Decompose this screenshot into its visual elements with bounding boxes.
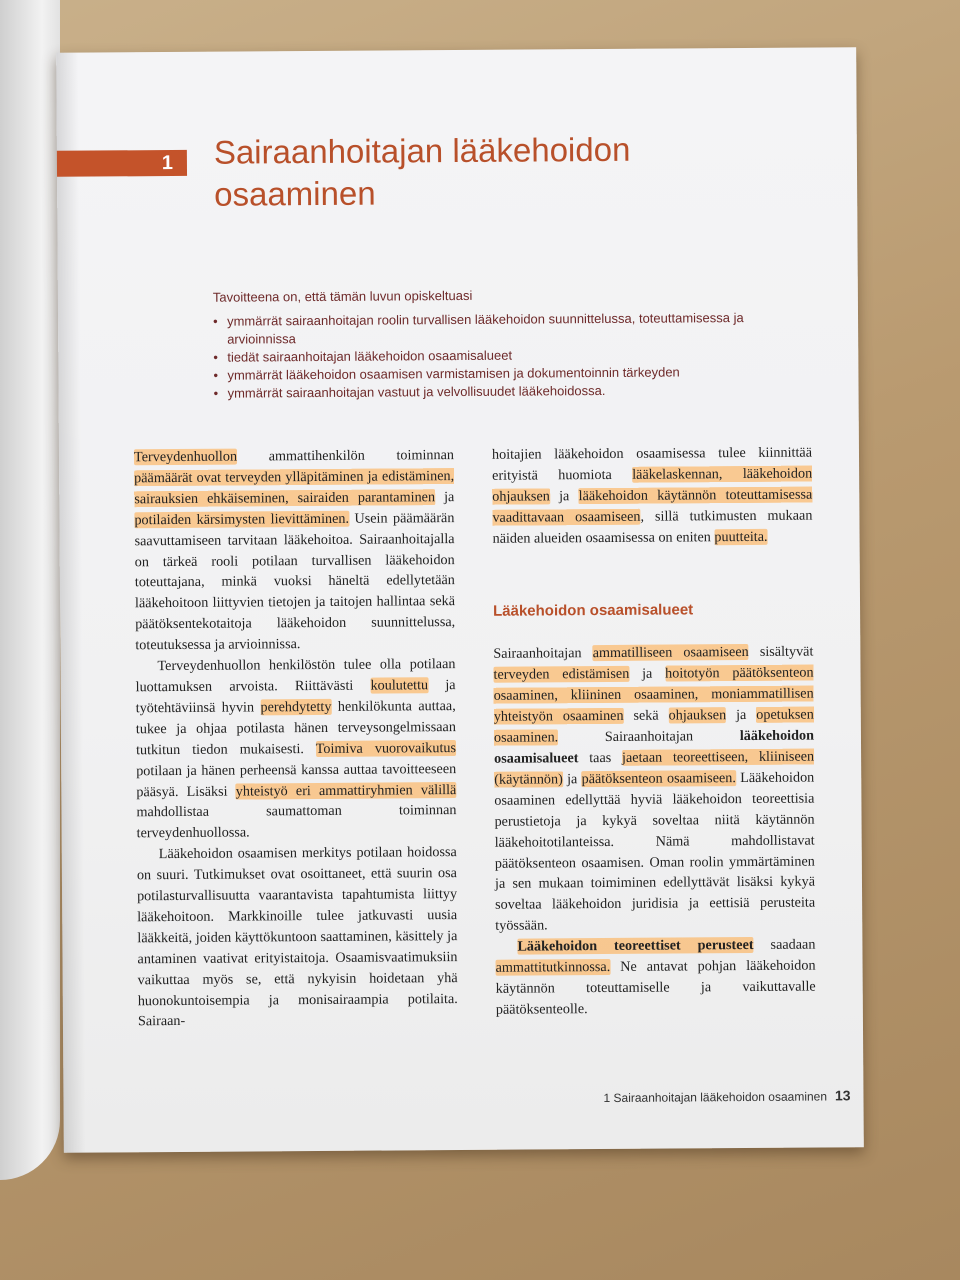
- running-title: 1 Sairaanhoitajan lääkehoidon osaaminen: [603, 1089, 828, 1106]
- text-run: Ne antavat pohjan lääkehoidon käytännön toteuttamiselle ja vaikuttavalle päätöksenteolle.: [495, 957, 816, 1018]
- goals-intro: Tavoitteena on, että tämän luvun opiskeltuasi: [212, 287, 473, 305]
- text-run: ammattihenkilön toiminnan: [236, 447, 455, 465]
- text-run: Usein päämäärän saavuttamiseen tarvitaan lääkehoitoa. Sairaanhoitajalla on tärkeä rooli potilaan turvallisen lääkehoidon toteuttajana, minkä vuoksi häneltä edellytetään lääkehoitoon liittyvien tietojen ja taitojen hallintaa sekä päätöksentekotaitoja lääkehoidon suunnittelussa, toteutuksessa ja arvioinnissa.: [134, 509, 456, 654]
- paragraph-4: [492, 443, 813, 550]
- section-heading: Lääkehoidon osaamisalueet: [493, 600, 694, 620]
- text-run: taas: [578, 749, 623, 767]
- text-run: saadaan: [753, 936, 816, 954]
- goal-item: • tiedät sairaanhoitajan lääkehoidon osaamisalueet: [227, 345, 773, 367]
- previous-page-edge: [0, 0, 60, 1180]
- text-run: ja: [562, 771, 582, 788]
- highlight: hoitotyön päätöksenteon osaaminen, kliininen osaaminen, moniammatillisen yhteistyön osaaminen: [493, 664, 814, 725]
- goal-item: • ymmärrät sairaanhoitajan roolin turvallisen lääkehoidon suunnittelussa, toteuttamisessa ja arvioinnissa: [227, 309, 773, 349]
- page-number: 13: [834, 1087, 851, 1104]
- goal-item: • ymmärrät sairaanhoitajan vastuut ja velvollisuudet lääkehoidossa.: [227, 381, 773, 403]
- highlight: päämäärät ovat terveyden ylläpitäminen ja edistäminen, sairauksien ehkäiseminen, sairaiden parantaminen: [134, 467, 455, 508]
- highlight: lääkehoidon käytännön toteuttamisessa vaadittavaan osaamiseen: [492, 486, 813, 526]
- highlight: Terveydenhuollon: [133, 448, 238, 466]
- text-run: ja: [434, 488, 455, 505]
- highlight: koulutettu: [370, 677, 429, 694]
- text-run: henkilökunta auttaa, tukee ja ohjaa potilasta hänen terveysongelmissaan tutkitun tiedon mukaisesti.: [135, 697, 456, 758]
- paragraph-1: [134, 445, 455, 656]
- page-gutter-shadow: [56, 53, 86, 1153]
- chapter-number-bar: [57, 150, 187, 177]
- paragraph-5: [493, 642, 815, 937]
- paragraph-3: Lääkehoidon osaamisen merkitys potilaan hoidossa on suuri. Tutkimukset ovat osoittaneet, että suurin osa potilasturvallisuutta vaarantavista tapahtumista liittyy lääkehoitoon. Markkinoille tulee jatkuvasti uusia lääkkeitä, joiden käyttökuntoon saattaminen, käsittely ja antaminen vaativat erityistaitoja. Osaamisvaatimuksiin vaikuttaa myös se, että nykyisin hoidetaan yhä huonokuntoisempia ja monisairaampia potilaita. Sairaan-: [136, 844, 458, 1030]
- goal-item: • ymmärrät lääkehoidon osaamisen varmistamisen ja dokumentoinnin tärkeyden: [227, 363, 773, 385]
- text-run: ja: [549, 487, 579, 505]
- text-run: Sairaanhoitajan: [558, 728, 740, 746]
- text-run: ja työtehtäviinsä hyvin: [135, 677, 456, 717]
- text-run: , sillä tutkimusten mukaan näiden alueiden osaamisessa on eniten: [492, 507, 813, 547]
- highlight: päätöksenteon osaamiseen.: [581, 769, 736, 788]
- highlight: jaetaan teoreettiseen, kliiniseen (käytännön): [494, 748, 815, 788]
- learning-goals: [213, 286, 774, 403]
- highlight: ammatilliseen osaamiseen: [592, 644, 749, 662]
- text-run: ja: [726, 707, 757, 724]
- paragraph-2: [135, 654, 456, 844]
- highlight: yhteistyö eri ammattiryhmien välillä: [235, 781, 457, 800]
- highlight: ohjauksen: [668, 707, 727, 724]
- book-page: [56, 47, 864, 1153]
- bold-term: lääkehoidon osaamisalueet: [494, 727, 815, 767]
- highlight: terveyden edistämisen: [493, 666, 630, 684]
- goals-list: [213, 309, 774, 403]
- text-run: potilaan ja hänen perheensä kanssa auttaa tavoitteeseen pääsyä. Lisäksi: [136, 760, 457, 800]
- highlight: potilaiden kärsimysten lievittäminen.: [134, 510, 350, 528]
- highlight: lääkelaskennan, lääkehoidon ohjauksen: [492, 465, 813, 505]
- text-run: sekä: [623, 707, 669, 725]
- text-run: Terveydenhuollon henkilöstön tulee olla potilaan luottamuksen arvoista. Riittävästi: [135, 656, 456, 696]
- paragraph-6: [495, 935, 816, 1021]
- highlight-bold-term: Lääkehoidon teoreettiset perusteet: [517, 937, 754, 955]
- left-column: [134, 445, 458, 1033]
- highlight: Toimiva vuorovaikutus: [315, 739, 457, 757]
- highlight: opetuksen osaaminen.: [493, 706, 814, 746]
- text-run: sisältyvät: [748, 643, 814, 661]
- text-run: hoitajien lääkehoidon osaamisessa tulee kiinnittää erityistä huomiota: [491, 444, 813, 484]
- page-footer: [603, 1087, 863, 1105]
- highlight: ammattitutkinnossa.: [495, 958, 611, 976]
- chapter-number: 1: [161, 151, 174, 175]
- highlight: perehdytetty: [260, 698, 332, 716]
- text-run: Sairaanhoitajan: [493, 645, 593, 663]
- right-column: [492, 443, 816, 1021]
- text-run: Lääkehoidon osaaminen edellyttää hyviä lääkehoidon teoreettisia perustietoja ja kykyä soveltaa niitä käytännön lääkehoitotilanteissa. Nämä mahdollistavat päätöksenteon osaamisen. Oman roolin ymmärtäminen ja sen mukaan toimiminen edellyttävät lisäksi kykyä soveltaa lääkehoidon juridisia ja eettisiä perusteita työssään.: [494, 769, 816, 934]
- chapter-title: Sairaanhoitajan lääkehoidon osaaminen: [213, 130, 631, 213]
- text-run: ja: [629, 665, 666, 683]
- text-run: mahdollistaa saumattoman toiminnan terveydenhuollossa.: [136, 802, 457, 842]
- highlight: puutteita.: [714, 528, 768, 545]
